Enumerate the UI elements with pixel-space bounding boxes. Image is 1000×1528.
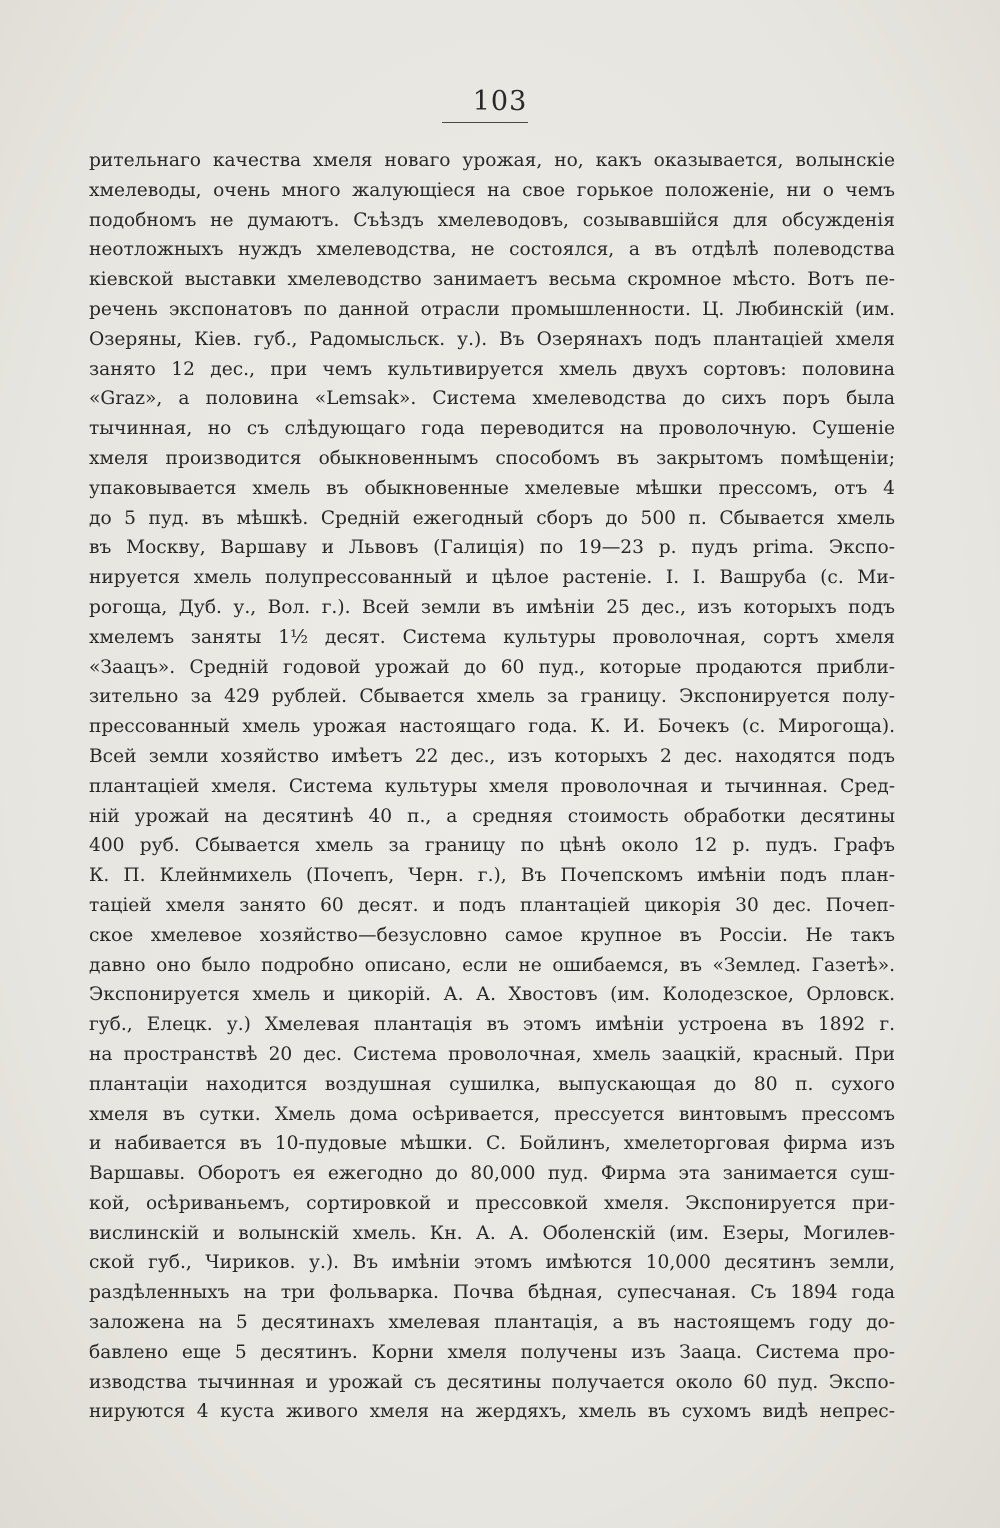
text-line: речень экспонатовъ по данной отрасли промышленности. Ц. Любинскій (им. bbox=[89, 298, 895, 320]
text-line: Всей земли хозяйство имѣетъ 22 дес., изъ которыхъ 2 дес. находятся подъ bbox=[89, 745, 895, 767]
page-number: 103 bbox=[472, 86, 528, 117]
text-line: зительно за 429 рублей. Сбывается хмель за границу. Экспонируется полу- bbox=[89, 686, 895, 708]
text-line: рогоща, Дуб. у., Вол. г.). Всей земли въ имѣніи 25 дес., изъ которыхъ подъ bbox=[89, 596, 895, 618]
text-line: неотложныхъ нуждъ хмелеводства, не состоялся, а въ отдѣлѣ полеводства bbox=[89, 239, 895, 261]
text-line: губ., Елецк. у.) Хмелевая плантація въ этомъ имѣніи устроена въ 1892 г. bbox=[89, 1014, 895, 1036]
text-line: 400 руб. Сбывается хмель за границу по цѣнѣ около 12 р. пудъ. Графъ bbox=[89, 835, 895, 857]
text-line: раздѣленныхъ на три фольварка. Почва бѣдная, супесчаная. Съ 1894 года bbox=[89, 1282, 895, 1304]
text-line: тычинная, но съ слѣдующаго года переводится на проволочную. Сушеніе bbox=[89, 418, 895, 440]
text-line: вислинскій и волынскій хмель. Кн. А. А. Оболенскій (им. Езеры, Могилев- bbox=[89, 1222, 895, 1244]
text-line: занято 12 дес., при чемъ культивируется хмель двухъ сортовъ: половина bbox=[89, 358, 895, 380]
text-line: кой, осѣриваньемъ, сортировкой и прессовкой хмеля. Экспонируется при- bbox=[89, 1192, 895, 1214]
text-line: рительнаго качества хмеля новаго урожая, но, какъ оказывается, волынскіе bbox=[89, 150, 895, 171]
text-line: прессованный хмель урожая настоящаго года. К. И. Бочекъ (с. Мирогоща). bbox=[89, 716, 895, 738]
header-rule bbox=[442, 122, 528, 123]
text-line: заложена на 5 десятинахъ хмелевая плантація, а въ настоящемъ году до- bbox=[89, 1312, 895, 1334]
text-line: хмелеводы, очень много жалующіеся на свое горькое положеніе, ни о чемъ bbox=[89, 179, 895, 201]
text-line: плантаціей хмеля. Система культуры хмеля проволочная и тычинная. Сред- bbox=[89, 775, 895, 797]
text-line: хмеля въ сутки. Хмель дома осѣривается, прессуется винтовымъ прессомъ bbox=[89, 1103, 895, 1125]
text-line: таціей хмеля занято 60 десят. и подъ плантаціей цикорія 30 дес. Почеп- bbox=[89, 894, 895, 916]
text-line: и набивается въ 10-пудовые мѣшки. С. Бойлинъ, хмелеторговая фирма изъ bbox=[89, 1133, 895, 1155]
text-line: кіевской выставки хмелеводство занимаетъ весьма скромное мѣсто. Вотъ пе- bbox=[89, 269, 895, 291]
text-line: Экспонируется хмель и цикорій. А. А. Хвостовъ (им. Колодезское, Орловск. bbox=[89, 984, 895, 1006]
text-line: изводства тычинная и урожай съ десятины получается около 60 пуд. Экспо- bbox=[89, 1371, 895, 1393]
text-line: «Заацъ». Средній годовой урожай до 60 пуд., которые продаются прибли- bbox=[89, 656, 895, 678]
text-line: плантаціи находится воздушная сушилка, выпускающая до 80 п. сухого bbox=[89, 1073, 895, 1095]
text-line: ской губ., Чириков. у.). Въ имѣніи этомъ имѣются 10,000 десятинъ земли, bbox=[89, 1252, 895, 1274]
text-line: К. П. Клейнмихель (Почепъ, Черн. г.), Въ Почепскомъ имѣніи подъ план- bbox=[89, 865, 895, 887]
body-text bbox=[89, 146, 895, 1427]
text-line: подобномъ не думаютъ. Съѣздъ хмелеводовъ, созывавшійся для обсужденія bbox=[89, 209, 895, 231]
text-line: «Graz», а половина «Lemsak». Система хмелеводства до сихъ поръ была bbox=[89, 388, 895, 410]
text-line: хмелемъ заняты 1½ десят. Система культуры проволочная, сортъ хмеля bbox=[89, 626, 895, 648]
text-line: Варшавы. Оборотъ ея ежегодно до 80,000 пуд. Фирма эта занимается суш- bbox=[89, 1163, 895, 1185]
text-line: до 5 пуд. въ мѣшкѣ. Средній ежегодный сборъ до 500 п. Сбывается хмель bbox=[89, 507, 895, 529]
text-line: на пространствѣ 20 дес. Система проволочная, хмель заацкій, красный. При bbox=[89, 1043, 895, 1065]
text-line: хмеля производится обыкновеннымъ способомъ въ закрытомъ помѣщеніи; bbox=[89, 447, 895, 469]
text-line: давно оно было подробно описано, если не ошибаемся, въ «Землед. Газетѣ». bbox=[89, 954, 895, 976]
text-line: ній урожай на десятинѣ 40 п., а средняя стоимость обработки десятины bbox=[89, 805, 895, 827]
text-line: нируется хмель полупрессованный и цѣлое растеніе. І. І. Вашруба (с. Ми- bbox=[89, 567, 895, 589]
text-line: бавлено еще 5 десятинъ. Корни хмеля получены изъ Зааца. Система про- bbox=[89, 1341, 895, 1363]
text-line: Озеряны, Кiев. губ., Радомысльск. у.). Въ Озерянахъ подъ плантаціей хмеля bbox=[89, 328, 895, 350]
text-line: ское хмелевое хозяйство—безусловно самое крупное въ Россіи. Не такъ bbox=[89, 924, 895, 946]
text-line: нируются 4 куста живого хмеля на жердяхъ, хмель въ сухомъ видѣ непрес- bbox=[89, 1401, 895, 1423]
text-line: упаковывается хмель въ обыкновенные хмелевые мѣшки прессомъ, отъ 4 bbox=[89, 477, 895, 499]
text-line: въ Москву, Варшаву и Львовъ (Галиція) по 19—23 р. пудъ prima. Экспо- bbox=[89, 537, 895, 559]
